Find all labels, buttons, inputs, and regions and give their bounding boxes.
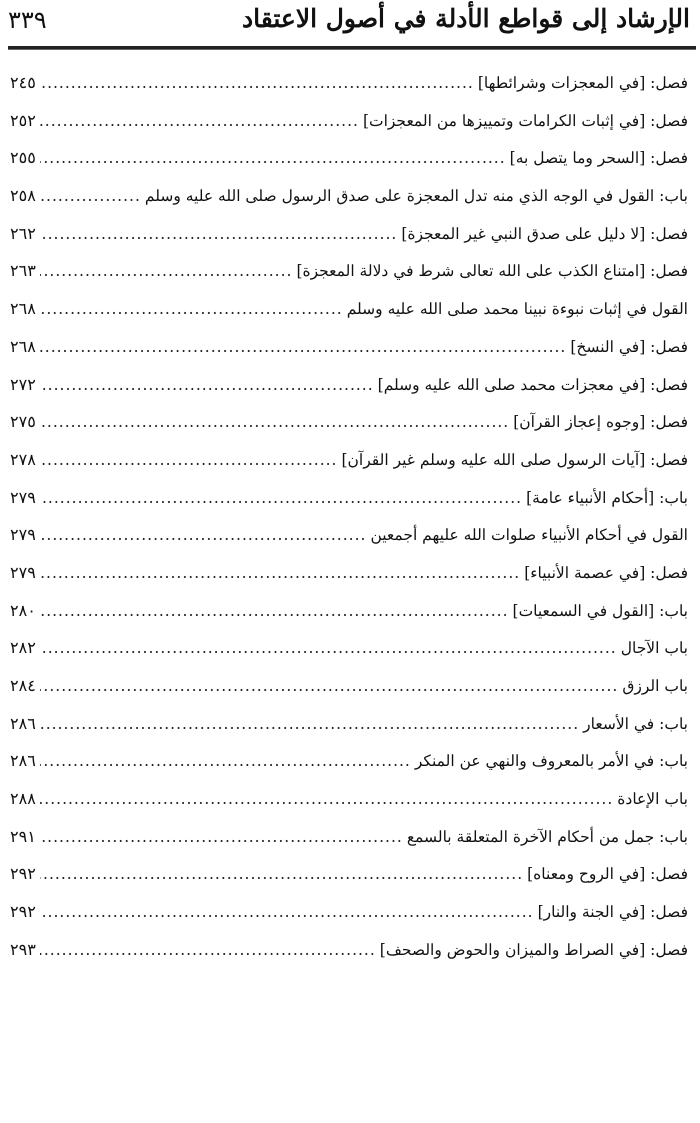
entry-page-number: ٢٩٣ (10, 939, 36, 959)
toc-entry (10, 855, 688, 893)
entry-title: باب الآجال (620, 639, 688, 658)
dot-leader (40, 367, 374, 405)
entry-page-number: ٢٩١ (10, 826, 36, 846)
toc-entry (10, 366, 688, 404)
entry-title: القول في أحكام الأنبياء صلوات الله عليهم أجمعين (370, 526, 688, 545)
dot-leader (40, 216, 398, 254)
entry-title: فصل: [في النسخ] (570, 337, 688, 356)
entry-page-number: ٢٦٨ (10, 336, 36, 356)
entry-page-number: ٢٥٢ (10, 110, 36, 130)
entry-title: باب: [أحكام الأنبياء عامة] (526, 488, 688, 507)
entry-title: باب الإعادة (617, 790, 688, 809)
dot-leader (40, 555, 520, 593)
dot-leader (40, 593, 509, 631)
entry-title: فصل: [في الصراط والميزان والحوض والصحف] (379, 940, 688, 959)
dot-leader (40, 743, 411, 781)
entry-title: فصل: [آيات الرسول صلى الله عليه وسلم غير القرآن] (341, 450, 688, 469)
dot-leader (40, 781, 614, 819)
dot-leader (40, 253, 293, 291)
entry-title: باب: في الأمر بالمعروف والنهي عن المنكر (414, 752, 688, 771)
toc-entry (10, 516, 688, 554)
dot-leader (40, 329, 567, 367)
dot-leader (40, 65, 474, 103)
header-rule (8, 46, 696, 50)
entry-title: باب: القول في الوجه الذي منه تدل المعجزة على صدق الرسول صلى الله عليه وسلم (144, 187, 688, 206)
entry-title: القول في إثبات نبوءة نبينا محمد صلى الله عليه وسلم (346, 300, 688, 319)
toc-entry (10, 742, 688, 780)
toc-entry (10, 667, 688, 705)
entry-title: باب الرزق (622, 677, 688, 695)
dot-leader (40, 291, 343, 329)
dot-leader (40, 706, 579, 744)
entry-title: فصل: [في الروح ومعناه] (527, 865, 688, 884)
entry-page-number: ٢٧٨ (10, 449, 36, 469)
table-of-contents (10, 64, 688, 969)
dot-leader (40, 894, 534, 932)
toc-entry (10, 592, 688, 630)
toc-entry (10, 554, 688, 592)
toc-entry (10, 893, 688, 931)
entry-title: فصل: [في معجزات محمد صلى الله عليه وسلم] (377, 375, 688, 394)
entry-title: فصل: [امتناع الكذب على الله تعالى شرط في دلالة المعجزة] (296, 262, 688, 281)
toc-entry (10, 290, 688, 328)
entry-title: باب: [القول في السمعيات] (512, 601, 688, 620)
dot-leader (40, 103, 359, 141)
toc-entry (10, 441, 688, 479)
entry-page-number: ٢٨٨ (10, 789, 36, 809)
entry-page-number: ٢٥٥ (10, 148, 36, 168)
entry-page-number: ٢٧٢ (10, 374, 36, 394)
dot-leader (40, 630, 617, 668)
dot-leader (40, 404, 509, 442)
entry-page-number: ٢٧٥ (10, 412, 36, 432)
toc-entry (10, 252, 688, 290)
page-number: ٣٣٩ (8, 6, 47, 34)
entry-page-number: ٢٧٩ (10, 487, 36, 507)
entry-title: فصل: [وجوه إعجاز القرآن] (513, 413, 688, 432)
toc-entry (10, 102, 688, 140)
dot-leader (40, 668, 619, 706)
entry-page-number: ٢٨٢ (10, 638, 36, 658)
entry-title: باب: جمل من أحكام الآخرة المتعلقة بالسمع (406, 827, 688, 846)
toc-entry (10, 629, 688, 667)
entry-title: فصل: [في عصمة الأنبياء] (524, 563, 688, 582)
dot-leader (40, 819, 403, 857)
dot-leader (40, 517, 367, 555)
entry-page-number: ٢٤٥ (10, 73, 36, 92)
entry-page-number: ٢٥٨ (10, 186, 36, 206)
entry-title: فصل: [لا دليل على صدق النبي غير المعجزة] (401, 224, 688, 243)
toc-entry (10, 818, 688, 856)
entry-page-number: ٢٩٢ (10, 902, 36, 922)
toc-entry (10, 931, 688, 969)
toc-entry (10, 64, 688, 102)
dot-leader (40, 856, 523, 894)
entry-title: باب: في الأسعار (583, 714, 688, 733)
entry-page-number: ٢٧٩ (10, 562, 36, 582)
entry-page-number: ٢٨٠ (10, 600, 36, 620)
running-header (8, 2, 690, 42)
entry-page-number: ٢٦٨ (10, 299, 36, 319)
dot-leader (40, 178, 141, 216)
book-title: الإرشاد إلى قواطع الأدلة في أصول الاعتقاد (241, 4, 690, 33)
dot-leader (40, 480, 522, 518)
entry-title: فصل: [في الجنة والنار] (537, 903, 688, 922)
toc-entry (10, 215, 688, 253)
entry-title: فصل: [في إثبات الكرامات وتمييزها من المعجزات] (362, 111, 688, 130)
entry-page-number: ٢٦٣ (10, 261, 36, 281)
entry-page-number: ٢٩٢ (10, 864, 36, 884)
entry-page-number: ٢٨٦ (10, 713, 36, 733)
toc-entry (10, 328, 688, 366)
entry-title: فصل: [في المعجزات وشرائطها] (477, 74, 688, 92)
dot-leader (40, 140, 506, 178)
entry-title: فصل: [السحر وما يتصل به] (509, 149, 688, 168)
dot-leader (40, 442, 338, 480)
toc-entry (10, 177, 688, 215)
entry-page-number: ٢٨٤ (10, 676, 36, 695)
toc-entry (10, 780, 688, 818)
toc-entry (10, 479, 688, 517)
toc-entry (10, 139, 688, 177)
entry-page-number: ٢٨٦ (10, 751, 36, 771)
entry-page-number: ٢٦٢ (10, 223, 36, 243)
entry-page-number: ٢٧٩ (10, 525, 36, 545)
dot-leader (40, 932, 376, 970)
toc-entry (10, 705, 688, 743)
toc-entry (10, 403, 688, 441)
